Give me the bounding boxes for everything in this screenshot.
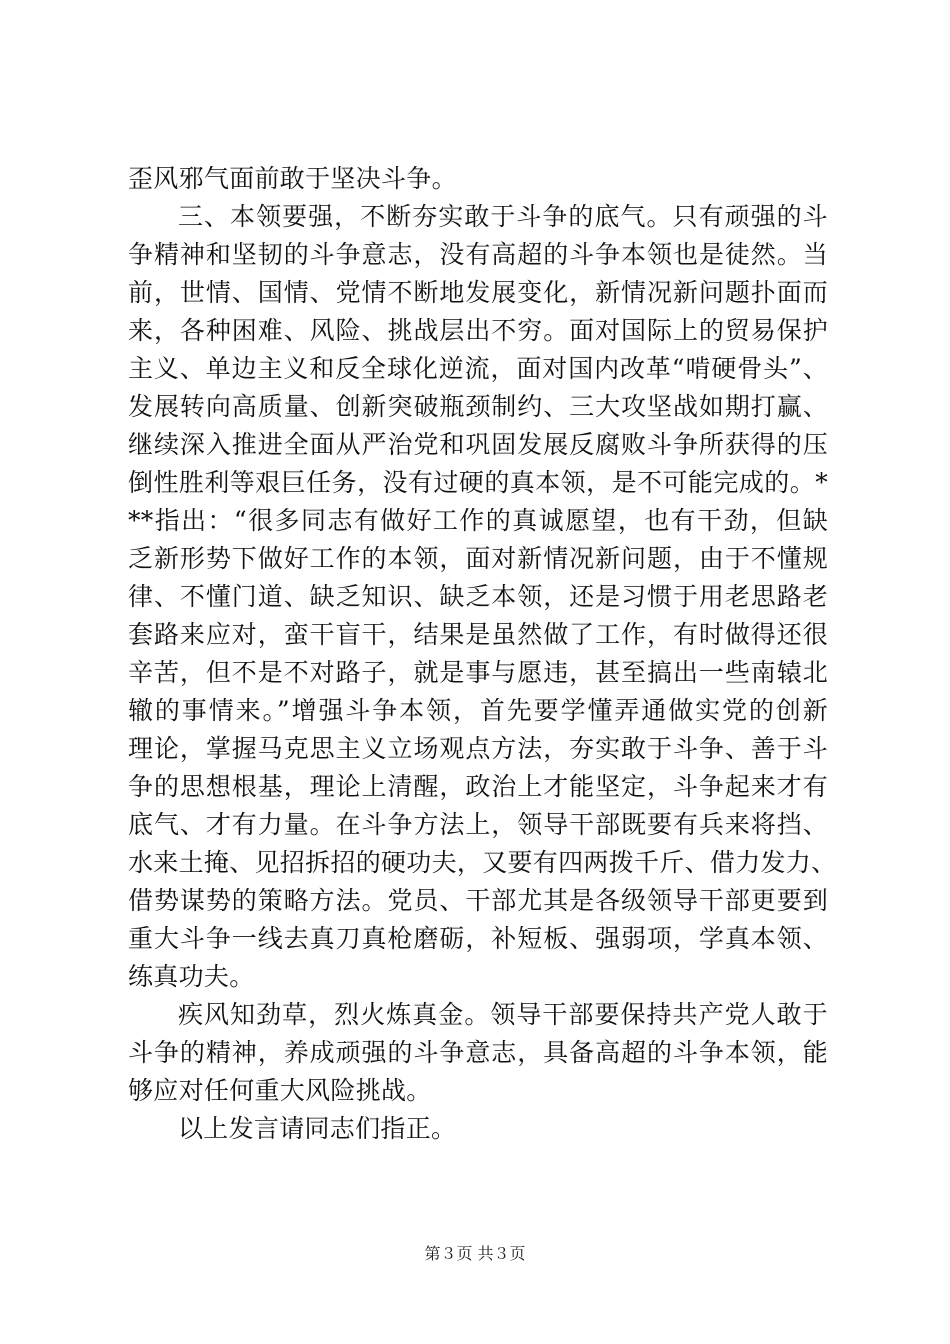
text-line: 主义、单边主义和反全球化逆流，面对国内改革“啃硬骨头”、 [128, 354, 828, 383]
text-line: 斗争的精神，养成顽强的斗争意志，具备高超的斗争本领，能 [128, 1038, 828, 1067]
text-line: 重大斗争一线去真刀真枪磨砺，补短板、强弱项，学真本领、 [128, 924, 828, 953]
text-line: 倒性胜利等艰巨任务，没有过硬的真本领，是不可能完成的。* [128, 468, 828, 497]
text-line: 乏新形势下做好工作的本领，面对新情况新问题，由于不懂规 [128, 544, 828, 573]
text-line: 疾风知劲草，烈火炼真金。领导干部要保持共产党人敢于 [178, 1000, 828, 1029]
page-number-footer: 第３页 共３页 [424, 1244, 526, 1263]
text-line: 辛苦，但不是不对路子，就是事与愿违，甚至搞出一些南辕北 [128, 658, 828, 687]
text-line: 练真功夫。 [128, 962, 255, 991]
text-line: 借势谋势的策略方法。党员、干部尤其是各级领导干部更要到 [128, 886, 828, 915]
text-line: 歪风邪气面前敢于坚决斗争。 [128, 164, 457, 193]
text-line: 辙的事情来。”增强斗争本领，首先要学懂弄通做实党的创新 [128, 696, 828, 725]
text-line: 继续深入推进全面从严治党和巩固发展反腐败斗争所获得的压 [128, 430, 828, 459]
text-line: 水来土掩、见招拆招的硬功夫，又要有四两拨千斤、借力发力、 [128, 848, 837, 877]
text-line: 争的思想根基，理论上清醒，政治上才能坚定，斗争起来才有 [128, 772, 828, 801]
text-line: 理论，掌握马克思主义立场观点方法，夯实敢于斗争、善于斗 [128, 734, 828, 763]
text-line: **指出：“很多同志有做好工作的真诚愿望，也有干劲，但缺 [128, 506, 828, 535]
text-line: 发展转向高质量、创新突破瓶颈制约、三大攻坚战如期打赢、 [128, 392, 828, 421]
text-line: 三、本领要强，不断夯实敢于斗争的底气。只有顽强的斗 [178, 202, 828, 231]
text-line: 以上发言请同志们指正。 [178, 1114, 457, 1143]
text-line: 来，各种困难、风险、挑战层出不穷。面对国际上的贸易保护 [128, 316, 828, 345]
text-line: 前，世情、国情、党情不断地发展变化，新情况新问题扑面而 [128, 278, 828, 307]
text-line: 套路来应对，蛮干盲干，结果是虽然做了工作，有时做得还很 [128, 620, 828, 649]
text-line: 争精神和坚韧的斗争意志，没有高超的斗争本领也是徒然。当 [128, 240, 828, 269]
text-line: 底气、才有力量。在斗争方法上，领导干部既要有兵来将挡、 [128, 810, 828, 839]
text-line: 律、不懂门道、缺乏知识、缺乏本领，还是习惯于用老思路老 [128, 582, 828, 611]
text-line: 够应对任何重大风险挑战。 [128, 1076, 432, 1105]
